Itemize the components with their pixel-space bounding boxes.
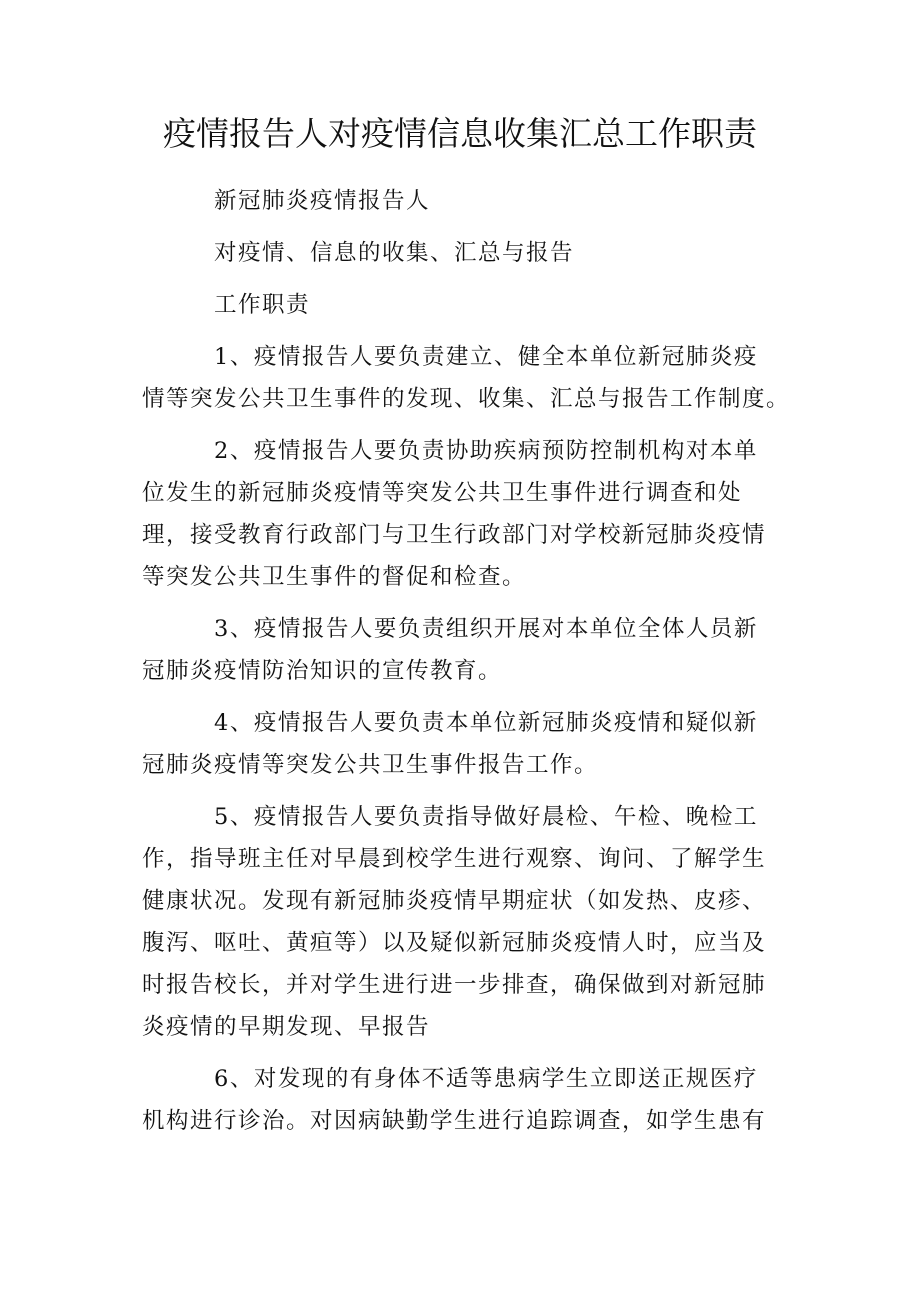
document-title: 疫情报告人对疫情信息收集汇总工作职责: [163, 114, 757, 153]
paragraph-6: [142, 1058, 784, 1142]
paragraph-line: 炎疫情的早期发现、早报告: [142, 1014, 431, 1040]
document-body: [142, 180, 791, 1142]
paragraph-line: 腹泻、呕吐、黄疸等）以及疑似新冠肺炎疫情人时，应当及: [142, 930, 767, 956]
paragraph-line: 1、疫情报告人要负责建立、健全本单位新冠肺炎疫: [214, 344, 758, 370]
paragraph-line: 冠肺炎疫情防治知识的宣传教育。: [142, 658, 503, 684]
paragraph-1: [142, 336, 791, 420]
paragraph-line: 2、疫情报告人要负责协助疾病预防控制机构对本单: [214, 438, 758, 464]
paragraph-line: 5、疫情报告人要负责指导做好晨检、午检、晚检工: [214, 804, 758, 830]
paragraph-line: 作，指导班主任对早晨到校学生进行观察、询问、了解学生: [142, 846, 767, 872]
paragraph-3: [142, 608, 784, 692]
paragraph-line: 6、对发现的有身体不适等患病学生立即送正规医疗: [214, 1066, 758, 1092]
subheading-duties: 工作职责: [214, 292, 311, 318]
subheading-collection: 对疫情、信息的收集、汇总与报告: [214, 240, 575, 266]
paragraph-line: 4、疫情报告人要负责本单位新冠肺炎疫情和疑似新: [214, 710, 758, 736]
paragraph-line: 等突发公共卫生事件的督促和检查。: [142, 564, 527, 590]
subheading-reporter: 新冠肺炎疫情报告人: [214, 188, 431, 214]
paragraph-line: 情等突发公共卫生事件的发现、收集、汇总与报告工作制度。: [142, 386, 791, 412]
paragraph-line: 健康状况。发现有新冠肺炎疫情早期症状（如发热、皮疹、: [142, 888, 767, 914]
paragraph-5: [142, 796, 784, 1048]
paragraph-line: 位发生的新冠肺炎疫情等突发公共卫生事件进行调查和处: [142, 480, 743, 506]
paragraph-line: 冠肺炎疫情等突发公共卫生事件报告工作。: [142, 752, 599, 778]
paragraph-line: 3、疫情报告人要负责组织开展对本单位全体人员新: [214, 616, 758, 642]
paragraph-line: 机构进行诊治。对因病缺勤学生进行追踪调查，如学生患有: [142, 1108, 767, 1134]
paragraph-4: [142, 702, 784, 786]
paragraph-line: 理，接受教育行政部门与卫生行政部门对学校新冠肺炎疫情: [142, 522, 767, 548]
paragraph-line: 时报告校长，并对学生进行进一步排查，确保做到对新冠肺: [142, 972, 767, 998]
paragraph-2: [142, 430, 784, 598]
